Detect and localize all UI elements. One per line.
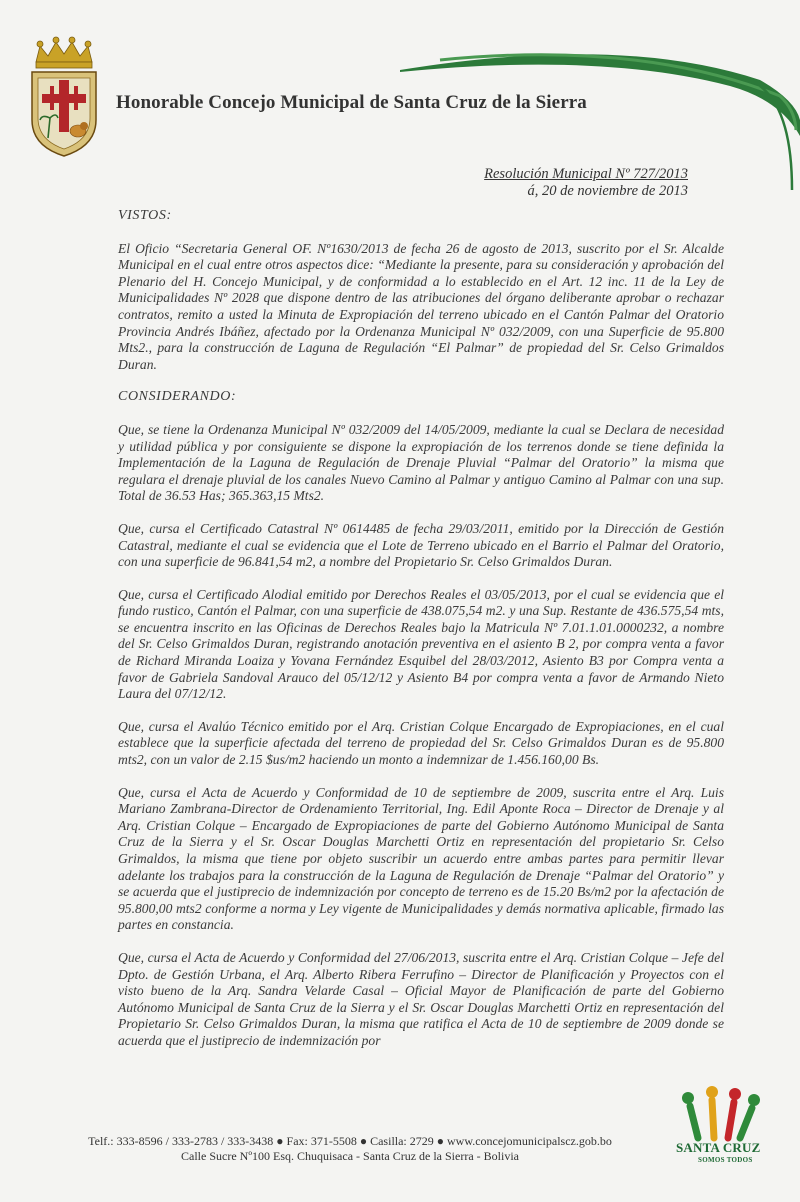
coat-of-arms-icon (28, 36, 100, 158)
logo-subtitle: SOMOS TODOS (698, 1156, 753, 1164)
document-body (118, 208, 724, 1066)
resolution-date: á, 20 de noviembre de 2013 (527, 183, 688, 199)
organization-name: Honorable Concejo Municipal de Santa Cruz de la Sierra (116, 92, 587, 113)
resolution-number: Resolución Municipal Nº 727/2013 (484, 166, 688, 182)
considerando-paragraph: Que, cursa el Avalúo Técnico emitido por el Arq. Cristian Colque Encargado de Expropiaciones, en el cual establece que la superficie afectada del terreno de propiedad del Sr. Celso Grimaldos Duran es de 95.800 mts2, con un valor de 2.15 $us/m2 haciendo un monto a indemnizar de 1.456.160,00 Bs. (118, 718, 724, 768)
footer-address: Calle Sucre Nº100 Esq. Chuquisaca - Santa Cruz de la Sierra - Bolivia (181, 1149, 519, 1163)
considerando-paragraph: Que, cursa el Certificado Catastral Nº 0614485 de fecha 29/03/2011, emitido por la Dirección de Gestión Catastral, mediante el cual se evidencia que el Lote de Terreno ubicado en el Barrio el Palmar del Oratorio, con una superficie de 96.841,54 m2, a nombre del Propietario Sr. Celso Grimaldos Duran. (118, 520, 724, 570)
vistos-heading: VISTOS: (118, 208, 172, 223)
logo-title: SANTA CRUZ (676, 1140, 761, 1155)
resolution-block (484, 166, 688, 200)
vistos-paragraph: El Oficio “Secretaria General OF. Nº1630/2013 de fecha 26 de agosto de 2013, suscrito por el Sr. Alcalde Municipal en el cual entre otros aspectos dice: “Mediante la presente, para su consideración y aprobación del Plenario del H. Concejo Municipal, y de conformidad a lo establecido en el Art. 12 inc. 11 de la Ley de Municipalidades Nº 2028 que dispone dentro de las atribuciones del órgano deliberante aprobar o rechazar contratos, remito a usted la Minuta de Expropiación del terreno ubicado en el Cantón Palmar del Oratorio Provincia Andrés Ibáñez, afectado por la Ordenanza Municipal Nº 032/2009, con una Superficie de 95.800 Mts2., para la construcción de Laguna de Regulación “El Palmar” de propiedad del Sr. Celso Grimaldos Duran. (118, 240, 724, 372)
considerando-paragraph: Que, cursa el Acta de Acuerdo y Conformidad del 27/06/2013, suscrita entre el Arq. Cristian Colque – Jefe del Dpto. de Gestión Urbana, el Arq. Alberto Ribera Ferrufino – Director de Planificación y Proyectos con el visto bueno de la Arq. Sandra Velarde Casal – Oficial Mayor de Planificación de parte del Gobierno Autónomo Municipal de Santa Cruz de la Sierra y el Sr. Oscar Douglas Marchetti Ortiz en representación del Propietario Sr. Celso Grimaldos Duran, la misma que ratifica el Acta de 10 de septiembre de 2009 donde se acuerda que el justiprecio de indemnización por (118, 949, 724, 1048)
footer-contact: Telf.: 333-8596 / 333-2783 / 333-3438 ● Fax: 371-5508 ● Casilla: 2729 ● www.concejomunicipalscz.gob.bo (88, 1134, 612, 1148)
considerando-paragraph: Que, cursa el Acta de Acuerdo y Conformidad de 10 de septiembre de 2009, suscrita entre el Arq. Luis Mariano Zambrana-Director de Ordenamiento Territorial, Ing. Edil Aponte Roca – Director de Drenaje y al Arq. Cristian Colque – Encargado de Expropiaciones de parte del Gobierno Autónomo Municipal de Santa Cruz de la Sierra y el Sr. Oscar Douglas Marchetti Ortiz en representación del propietario Sr. Celso Grimaldos, la misma que tiene por objeto suscribir un acuerdo entre ambas partes para permitir llevar adelante los trabajos para la construcción de la Laguna de Regulación de Drenaje “Palmar del Oratorio” y se acuerda que el justiprecio de indemnización por concepto de terreno es de 15.20 Bs/m2 por la afectación de 95.800,00 mts2 conforme a norma y Ley vigente de Municipalidades y demás normativa aplicable, firmado las partes en constancia. (118, 784, 724, 933)
considerando-paragraph: Que, se tiene la Ordenanza Municipal Nº 032/2009 del 14/05/2009, mediante la cual se Declara de necesidad y utilidad pública y por consiguiente se dispone la expropiación de los terrenos donde se tiene definida la Implementación de la Laguna de Regulación de Drenaje Pluvial “Palmar del Oratorio” la misma que regulara el drenaje pluvial de los canales Nuevo Camino al Palmar y antiguo Camino al Palmar con una sup. Total de 36.53 Has; 365.363,15 Mts2. (118, 421, 724, 504)
footer (30, 1134, 670, 1164)
considerando-heading: CONSIDERANDO: (118, 389, 237, 405)
considerando-paragraph: Que, cursa el Certificado Alodial emitido por Derechos Reales el 03/05/2013, por el cual se evidencia que el fundo rustico, Cantón el Palmar, con una superficie de 438.075,54 m2. y una Sup. Restante de 436.575,54 mts, se encuentra inscrito en las Oficinas de Derechos Reales bajo la Matricula Nº 7.01.1.01.0000232, a nombre del Sr. Celso Grimaldos Duran, registrando anotación preventiva en el asiento B 2, por compra venta a favor de Richard Miranda Loaiza y Yovana Fernández Esquibel del 28/03/2012, Asiento B3 por Compra venta a favor de Gabriela Sandoval Arauco del 05/12/12 y Asiento B4 por compra venta a favor de Armando Nieto Laura del 07/12/12. (118, 586, 724, 702)
